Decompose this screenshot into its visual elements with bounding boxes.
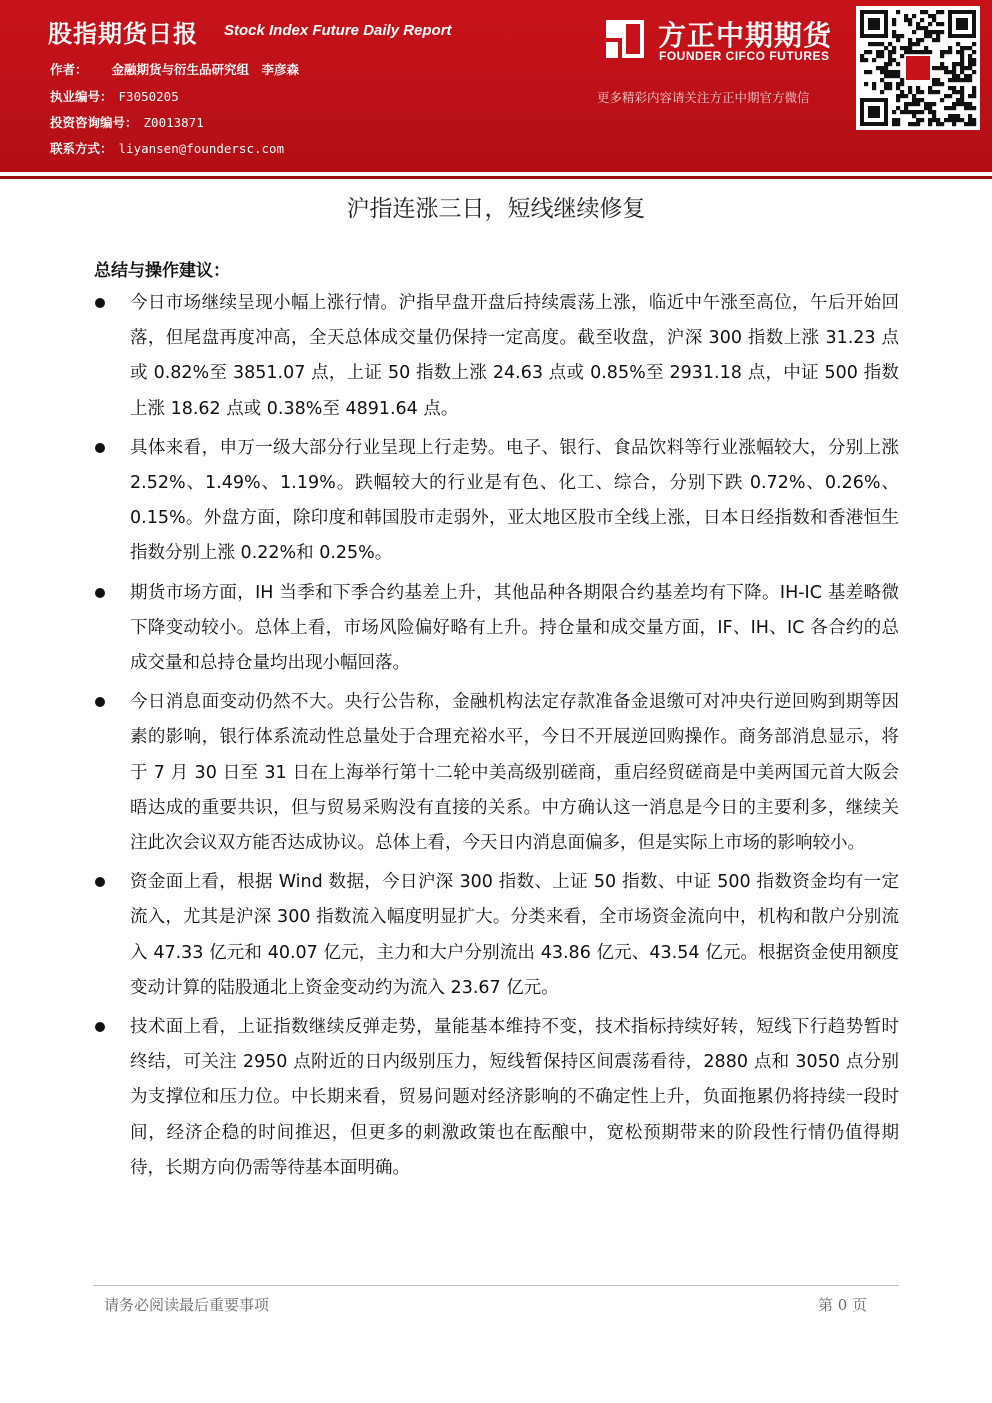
bullet-icon bbox=[95, 697, 105, 707]
document-title: 沪指连涨三日，短线继续修复 bbox=[346, 196, 646, 222]
report-title: 股指期货日报 bbox=[48, 20, 198, 48]
contact-label: 联系方式： bbox=[50, 141, 113, 156]
bullet-text: 今日市场继续呈现小幅上涨行情。沪指早盘开盘后持续震荡上涨，临近中午涨至高位，午后开始回落，但尾盘再度冲高，全天总体成交量仍保持一定高度。截至收盘，沪深 300 指数上涨 31.23 点或 0.82%至 3851.07 点，上证 50 指数上涨 24.63 点或 0.85%至 2931.18 点，中证 500 指数上涨 18.62 点或 0.38%至 4891.64 点。 bbox=[130, 293, 899, 419]
summary-list bbox=[93, 286, 899, 1190]
list-item bbox=[93, 286, 899, 427]
header-rule bbox=[0, 176, 992, 179]
contact-row bbox=[50, 139, 284, 157]
footer-disclaimer: 请务必阅读最后重要事项 bbox=[104, 1296, 270, 1314]
license-label: 执业编号： bbox=[50, 89, 113, 104]
list-item bbox=[93, 865, 899, 1006]
section-title: 总结与操作建议： bbox=[94, 261, 230, 281]
bullet-icon bbox=[95, 1022, 105, 1032]
logo-text-cn: 方正中期期货 bbox=[658, 19, 833, 52]
bullet-text: 具体来看，申万一级大部分行业呈现上行走势。电子、银行、食品饮料等行业涨幅较大，分别上涨 2.52%、1.49%、1.19%。跌幅较大的行业是有色、化工、综合，分别下跌 0.72%、0.26%、0.15%。外盘方面，除印度和韩国股市走弱外，亚太地区股市全线上涨，日本日经指数和香港恒生指数分别上涨 0.22%和 0.25%。 bbox=[130, 437, 899, 564]
bullet-icon bbox=[95, 298, 105, 308]
advisory-row bbox=[50, 113, 204, 131]
bullet-text: 期货市场方面，IH 当季和下季合约基差上升，其他品种各期限合约基差均有下降。IH-IC 基差略微下降变动较小。总体上看，市场风险偏好略有上升。持仓量和成交量方面，IF、IH、IC 各合约的总成交量和总持仓量均出现小幅回落。 bbox=[130, 582, 899, 674]
author-value: 金融期货与衍生品研究组 李彦森 bbox=[111, 62, 300, 77]
license-row bbox=[50, 87, 179, 105]
list-item bbox=[93, 431, 899, 572]
contact-value[interactable]: liyansen@foundersc.com bbox=[118, 141, 285, 156]
license-value: F3050205 bbox=[118, 89, 179, 104]
bullet-text: 资金面上看，根据 Wind 数据，今日沪深 300 指数、上证 50 指数、中证 500 指数资金均有一定流入，尤其是沪深 300 指数流入幅度明显扩大。分类来看，全市场资金流向中，机构和散户分别流入 47.33 亿元和 40.07 亿元，主力和大户分别流出 43.86 亿元、43.54 亿元。根据资金使用额度变动计算的陆股通北上资金变动约为流入 23.67 亿元。 bbox=[130, 872, 899, 998]
bullet-icon bbox=[95, 443, 105, 453]
list-item bbox=[93, 1010, 899, 1186]
logo-text-en: FOUNDER CIFCO FUTURES bbox=[659, 49, 830, 63]
advisory-value: Z0013871 bbox=[143, 115, 204, 130]
list-item bbox=[93, 576, 899, 682]
wechat-note: 更多精彩内容请关注方正中期官方微信 bbox=[597, 90, 810, 105]
advisory-label: 投资咨询编号： bbox=[50, 115, 138, 130]
company-logo bbox=[600, 14, 850, 64]
bullet-icon bbox=[95, 877, 105, 887]
page-number: 第 0 页 bbox=[818, 1296, 868, 1314]
bullet-text: 今日消息面变动仍然不大。央行公告称，金融机构法定存款准备金退缴可对冲央行逆回购到期等因素的影响，银行体系流动性总量处于合理充裕水平，今日不开展逆回购操作。商务部消息显示，将于 7 月 30 日至 31 日在上海举行第十二轮中美高级别磋商，重启经贸磋商是中美两国元首大阪会晤达成的重要共识，但与贸易采购没有直接的关系。中方确认这一消息是今日的主要利多，继续关注此次会议双方能否达成协议。总体上看，今天日内消息面偏多，但是实际上市场的影响较小。 bbox=[130, 692, 899, 854]
qr-code-icon[interactable] bbox=[856, 6, 980, 130]
bullet-text: 技术面上看，上证指数继续反弹走势，量能基本维持不变，技术指标持续好转，短线下行趋势暂时终结，可关注 2950 点附近的日内级别压力，短线暂保持区间震荡看待，2880 点和 3050 点分别为支撑位和压力位。中长期来看，贸易问题对经济影响的不确定性上升，负面拖累仍将持续一段时间，经济企稳的时间推迟，但更多的刺激政策也在酝酿中，宽松预期带来的阶段性行情仍值得期待，长期方向仍需等待基本面明确。 bbox=[130, 1017, 899, 1178]
bullet-icon bbox=[95, 588, 105, 598]
report-title-en: Stock Index Future Daily Report bbox=[224, 22, 452, 39]
author-row bbox=[50, 60, 299, 78]
header-banner bbox=[0, 0, 992, 172]
list-item bbox=[93, 685, 899, 861]
footer-rule bbox=[93, 1285, 899, 1286]
logo-mark-icon bbox=[600, 14, 650, 64]
author-label: 作者： bbox=[50, 62, 88, 77]
